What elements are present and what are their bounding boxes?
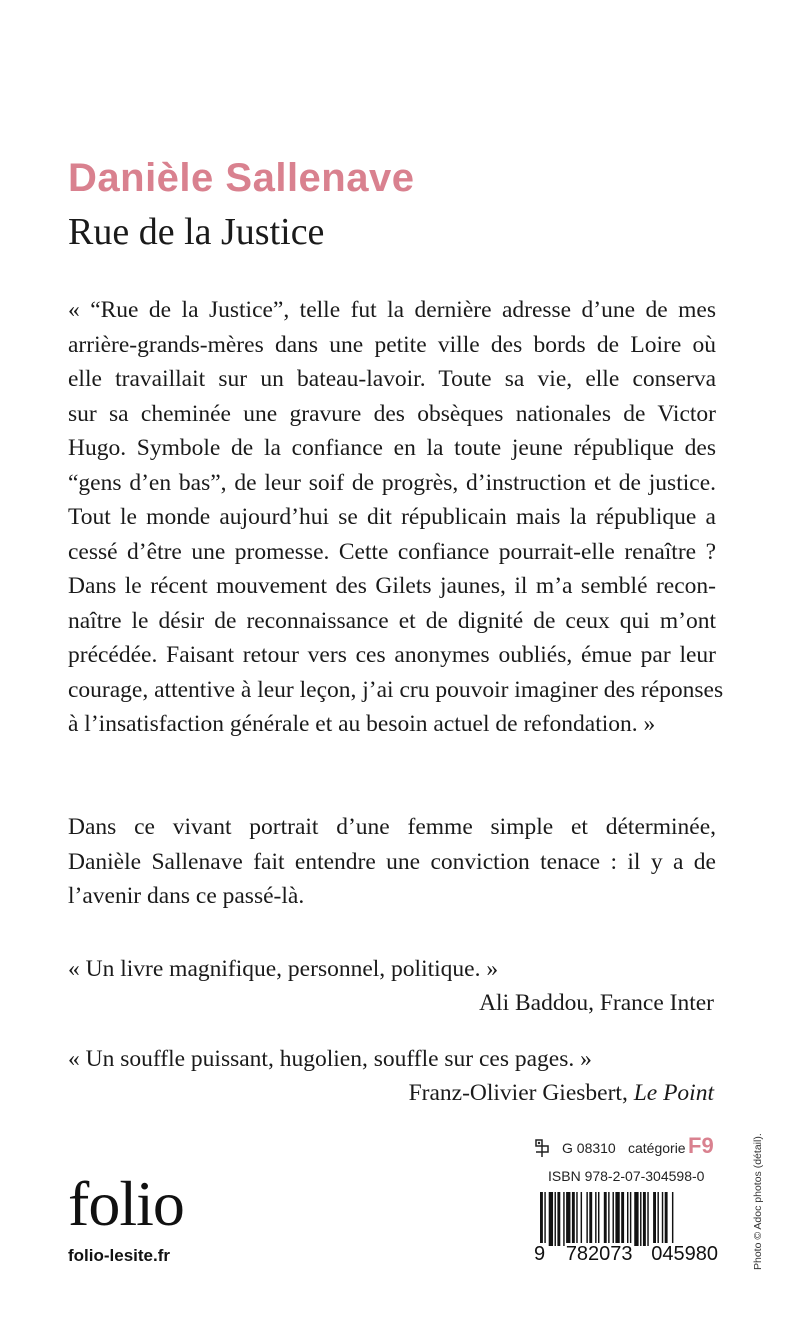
review-source-1: Ali Baddou, France Inter [479, 990, 714, 1016]
barcode-bar [563, 1192, 564, 1246]
barcode-digit-group: 782073 [565, 1243, 633, 1265]
blurb-line: cessé d’être une promesse. Cette confiance pourrait-elle renaître ? [68, 538, 716, 565]
barcode-bar [555, 1192, 556, 1246]
blurb-line: « “Rue de la Justice”, telle fut la dernière adresse d’une de mes [68, 297, 716, 323]
catalog-code: G 08310 [562, 1140, 616, 1156]
barcode-digits [533, 1243, 719, 1266]
barcode-bar [589, 1192, 592, 1246]
barcode-bar [662, 1192, 663, 1246]
barcode-digit-group: 045980 [651, 1243, 718, 1265]
barcode-bar [572, 1192, 575, 1246]
blurb-line: Dans le récent mouvement des Gilets jaunes, il m’a semblé recon- [68, 573, 716, 599]
barcode-bar [665, 1192, 668, 1246]
folio-website: folio-lesite.fr [68, 1246, 171, 1265]
photo-credit: Photo © Adoc photos (détail). [752, 1133, 764, 1270]
barcode-bar [634, 1192, 638, 1246]
barcode-bar [640, 1192, 641, 1246]
review-source-2 [409, 1076, 714, 1111]
barcode-bar [615, 1192, 619, 1246]
catalog-code-row [532, 1133, 716, 1163]
blurb-line: “gens d’en bas”, de leur soif de progrès, d’instruction et de justice. [68, 469, 716, 496]
barcode-bar [557, 1192, 560, 1246]
category-code: F9 [688, 1133, 714, 1158]
blurb-line: Dans ce vivant portrait d’une femme simple et déterminée, [68, 814, 716, 840]
barcode-bar [647, 1192, 648, 1246]
blurb-line: sur sa cheminée une gravure des obsèques nationales de Victor [68, 400, 716, 427]
barcode-digit-group: 9 [534, 1243, 546, 1265]
blurb-line: courage, attentive à leur leçon, j’ai cru pouvoir imaginer des réponses [68, 676, 724, 703]
author-name: Danièle Sallenave [68, 156, 415, 200]
blurb-line: précédée. Faisant retour vers ces anonymes oubliés, émue par leur [68, 642, 716, 668]
review-source-publication: Le Point [633, 1080, 714, 1106]
isbn-text: ISBN 978-2-07-304598-0 [548, 1168, 705, 1184]
barcode-bar [595, 1192, 596, 1246]
review-source-author: Franz-Olivier Giesbert, [408, 1080, 634, 1106]
blurb-line: naître le désir de reconnaissance et de dignité de ceux qui m’ont [68, 607, 716, 634]
barcode-bar [657, 1192, 658, 1246]
blurb-line: à l’insatisfaction générale et au besoin actuel de refondation. » [68, 711, 656, 737]
blurb-paragraph-2 [68, 810, 716, 914]
blurb-line: l’avenir dans ce passé-là. [68, 883, 305, 909]
blurb-line: Hugo. Symbole de la confiance en la toute jeune république des [68, 435, 716, 461]
blurb-line: elle travaillait sur un bateau-lavoir. Toute sa vie, elle conserva [68, 366, 716, 392]
barcode-bar [576, 1192, 577, 1246]
barcode-bar [566, 1192, 570, 1246]
barcode-bar [549, 1192, 553, 1246]
book-title: Rue de la Justice [68, 211, 325, 253]
barcode-bar [586, 1192, 587, 1246]
review-quote-2: « Un souffle puissant, hugolien, souffle sur ces pages. » [68, 1046, 592, 1072]
barcode-bar [621, 1192, 624, 1246]
barcode-bar [627, 1192, 628, 1246]
publisher-mark-icon [532, 1137, 552, 1159]
review-quote-1: « Un livre magnifique, personnel, politique. » [68, 956, 499, 982]
barcode-bar [581, 1192, 582, 1246]
blurb-line: Tout le monde aujourd’hui se dit républicain mais la république a [68, 504, 716, 530]
blurb-line: Danièle Sallenave fait entendre une conviction tenace : il y a de [68, 848, 716, 875]
blurb-paragraph-1 [68, 293, 724, 742]
barcode-bar [630, 1192, 631, 1246]
barcode-bar [598, 1192, 599, 1246]
blurb-line: arrière-grands-mères dans une petite ville des bords de Loire où [68, 331, 716, 358]
barcode-bar [613, 1192, 614, 1246]
barcode-bar [604, 1192, 607, 1246]
barcode-bar [643, 1192, 646, 1246]
category-label: catégorie [628, 1140, 686, 1156]
barcode-bar [653, 1192, 656, 1246]
folio-logo: folio [68, 1168, 184, 1239]
